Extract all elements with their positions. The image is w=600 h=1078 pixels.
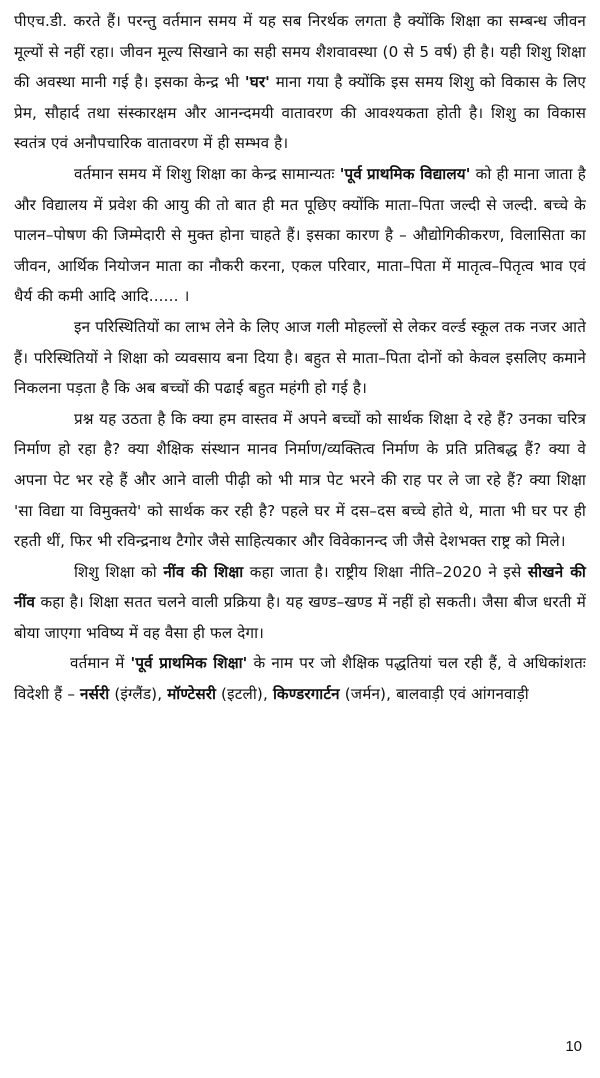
paragraph — [14, 312, 586, 404]
text-run: का विकास स्वतंत्र एवं अनौपचारिक वातावरण में ही सम्भव है। — [14, 103, 586, 153]
text-run: आयु की तो बात ही मत पूछिए क्योंकि माता–पिता जल्दी से जल्दी. — [164, 195, 538, 214]
text-run: सार्थक शिक्षा दे रहे हैं? उनका चरित्र निर्माण हो रहा है? क्या शैक्षिक — [14, 409, 586, 459]
text-run: माता का नौकरी करना, एकल परिवार, माता–पिता में मातृत्व–पितृत्व — [155, 256, 534, 275]
text-run: सिखाने का सही समय शैशवावस्था (0 से 5 वर्ष) ही है। यही शिशु — [188, 42, 552, 61]
bold-text: मॉण्टेसरी — [167, 685, 217, 704]
bold-text: प्राथमिक विद्यालय' — [367, 164, 471, 183]
text-run: बच्चे के पालन–पोषण की जिम्मेदारी से मुक्त होना चाहते हैं। इसका — [14, 195, 586, 245]
paragraph — [14, 648, 586, 709]
text-run: क्योंकि इस समय शिशु को विकास के लिए प्रेम, सौहार्द तथा — [14, 73, 586, 122]
text-run: भाव एवं धैर्य की कमी आदि आदि...... । — [14, 256, 586, 306]
text-run: वर्तमान में — [70, 654, 131, 673]
text-run: कर रही है? पहले घर में दस–दस बच्चे होते थे, माता भी घर पर ही — [210, 501, 587, 520]
text-run: संस्थान मानव निर्माण/व्यक्तित्व निर्माण के प्रति प्रतिबद्ध हैं? क्या वे — [201, 440, 586, 459]
text-run: को ही माना जाता है और विद्यालय में प्रवेश की — [14, 164, 586, 214]
bold-text: 'पूर्व प्राथमिक शिक्षा' — [130, 654, 248, 673]
bold-text: 'पूर्व — [339, 164, 362, 183]
text-run: (इटली), — [216, 685, 273, 704]
text-run: धरती में बोया जाएगा भविष्य में वह वैसा ही फल देगा। — [14, 593, 587, 642]
text-run: माना गया है — [269, 73, 343, 92]
paragraph — [14, 404, 586, 557]
text-run: क्योंकि शिक्षा का सम्बन्ध जीवन मूल्यों से नहीं रहा। जीवन मूल्य — [14, 12, 587, 61]
text-run: कारण है – औद्योगिकीकरण, विलासिता का जीवन, आर्थिक नियोजन — [14, 226, 586, 275]
text-run: से लेकर वर्ल्ड स्कूल तक नजर आते हैं। परिस्थितियों ने शिक्षा को — [14, 317, 587, 367]
bold-text: किण्डरगार्टन — [272, 685, 340, 704]
bold-text: नींव की शिक्षा — [163, 562, 244, 581]
text-run: शिक्षा की अवस्था मानी गई है। इसका केन्द्र भी — [14, 42, 586, 92]
text-run: अपना पेट भर रहे हैं और आने वाली पीढ़ी को भी मात्र पेट भरने की — [14, 470, 397, 489]
text-run: शिशु शिक्षा को — [74, 562, 164, 581]
text-run: कहा जाता है। राष्ट्रीय शिक्षा — [243, 562, 404, 581]
paragraph — [14, 159, 586, 312]
text-run: वर्तमान समय में शिशु शिक्षा का केन्द्र सामान्यतः — [74, 164, 340, 183]
bold-text: सीखने की नींव — [14, 562, 586, 612]
text-run: पद्धतियां चल रही हैं, वे अधिकांशतः विदेशी हैं – — [14, 654, 586, 704]
text-run: रहती थीं, फिर भी रविन्द्रनाथ टैगोर जैसे साहित्यकार और — [14, 532, 324, 551]
text-run: विवेकानन्द जी जैसे देशभक्त राष्ट्र को मिले। — [328, 532, 566, 551]
bold-text: नर्सरी — [80, 685, 110, 704]
text-run: (इंग्लैंड), — [109, 685, 163, 704]
bold-text: 'घर' — [244, 73, 270, 92]
text-run: पीएच.डी. करते हैं। परन्तु वर्तमान समय में यह सब निरर्थक लगता है — [14, 12, 402, 30]
page-number: 10 — [565, 1038, 582, 1055]
text-run: वाली प्रक्रिया है। यह खण्ड–खण्ड में नहीं हो सकती। जैसा बीज — [191, 593, 538, 612]
text-run: कमाने निकलना पड़ता है कि अब बच्चों की पढाई बहुत महंगी हो — [14, 348, 587, 398]
text-run: प्रश्न यह उठता है कि क्या हम वास्तव में अपने बच्चों को — [74, 409, 382, 428]
paragraph — [14, 557, 586, 649]
text-run: संस्कारक्षम और आनन्दमयी वातावरण की आवश्यकता होती है। शिशु — [117, 103, 516, 122]
text-run: के नाम पर जो शैक्षिक — [247, 654, 380, 673]
text-run: गई है। — [331, 379, 368, 398]
text-run: इन परिस्थितियों का लाभ लेने के लिए आज गली मोहल्लों — [74, 317, 388, 336]
text-run: कहा है। शिक्षा सतत चलने — [35, 593, 187, 612]
page-body — [14, 6, 586, 710]
text-run: (जर्मन), बालवाड़ी एवं आंगनवाड़ी — [339, 685, 529, 704]
text-run: राह पर ले जा रहे हैं? क्या शिक्षा 'सा विद्या या विमुक्तये' को सार्थक — [14, 470, 586, 520]
text-run: व्यवसाय बना दिया है। बहुत से माता–पिता दोनों को केवल इसलिए — [174, 348, 547, 367]
paragraph — [14, 6, 586, 159]
text-run: नीति–2020 ने इसे — [409, 562, 528, 581]
